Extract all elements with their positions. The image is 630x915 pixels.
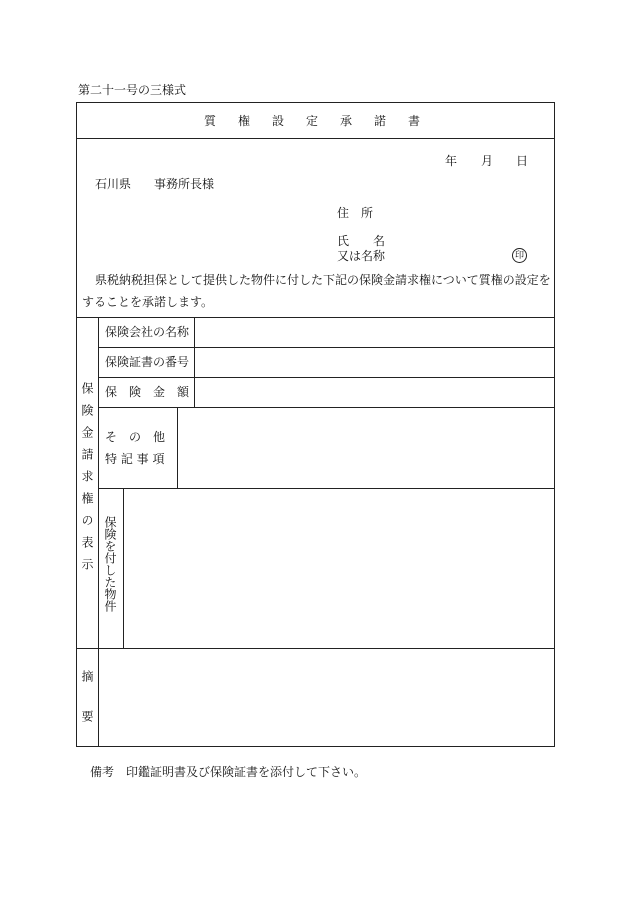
label-column-divider <box>194 317 195 407</box>
remarks-divider <box>76 648 555 649</box>
date-month: 月 <box>481 154 494 168</box>
row-divider <box>98 407 555 408</box>
insurance-amount-label: 保 険 金 額 <box>105 385 190 399</box>
side-label-divider <box>98 317 99 747</box>
insurance-claim-label: 保険金請求権の表示 <box>80 382 94 580</box>
address-label: 住 所 <box>337 206 374 220</box>
remarks-label: 摘要 <box>80 670 94 750</box>
date-day: 日 <box>516 154 529 168</box>
other-label-divider <box>177 407 178 488</box>
row-divider <box>98 347 555 348</box>
footer-note: 備考 印鑑証明書及び保険証書を添付して下さい。 <box>90 765 367 779</box>
addressee-office: 事務所長様 <box>154 177 215 191</box>
statement-line-1: 県税納税担保として提供した物件に付した下記の保険金請求権について質権の設定を <box>95 273 551 287</box>
special-notes-label: 特 記 事 項 <box>105 452 165 466</box>
addressee-prefecture: 石川県 <box>95 177 132 191</box>
name-or-title-label: 又は名称 <box>337 249 386 263</box>
company-name-label: 保険会社の名称 <box>105 325 190 339</box>
statement-divider <box>76 317 555 318</box>
policy-number-label: 保険証書の番号 <box>105 355 190 369</box>
seal-mark: 印 <box>512 248 527 263</box>
insured-property-label: 保険を付した物件 <box>103 516 117 612</box>
date-year: 年 <box>445 154 458 168</box>
statement-line-2: することを承諾します。 <box>82 295 214 309</box>
other-label: そ の 他 <box>105 430 166 444</box>
form-title: 質権設定承諾書 <box>204 114 443 128</box>
row-divider <box>98 377 555 378</box>
row-divider <box>98 488 555 489</box>
form-number: 第二十一号の三様式 <box>78 83 187 97</box>
property-label-divider <box>123 488 124 648</box>
title-divider <box>76 138 555 139</box>
form-table <box>76 102 555 747</box>
name-label: 氏 名 <box>337 234 386 248</box>
